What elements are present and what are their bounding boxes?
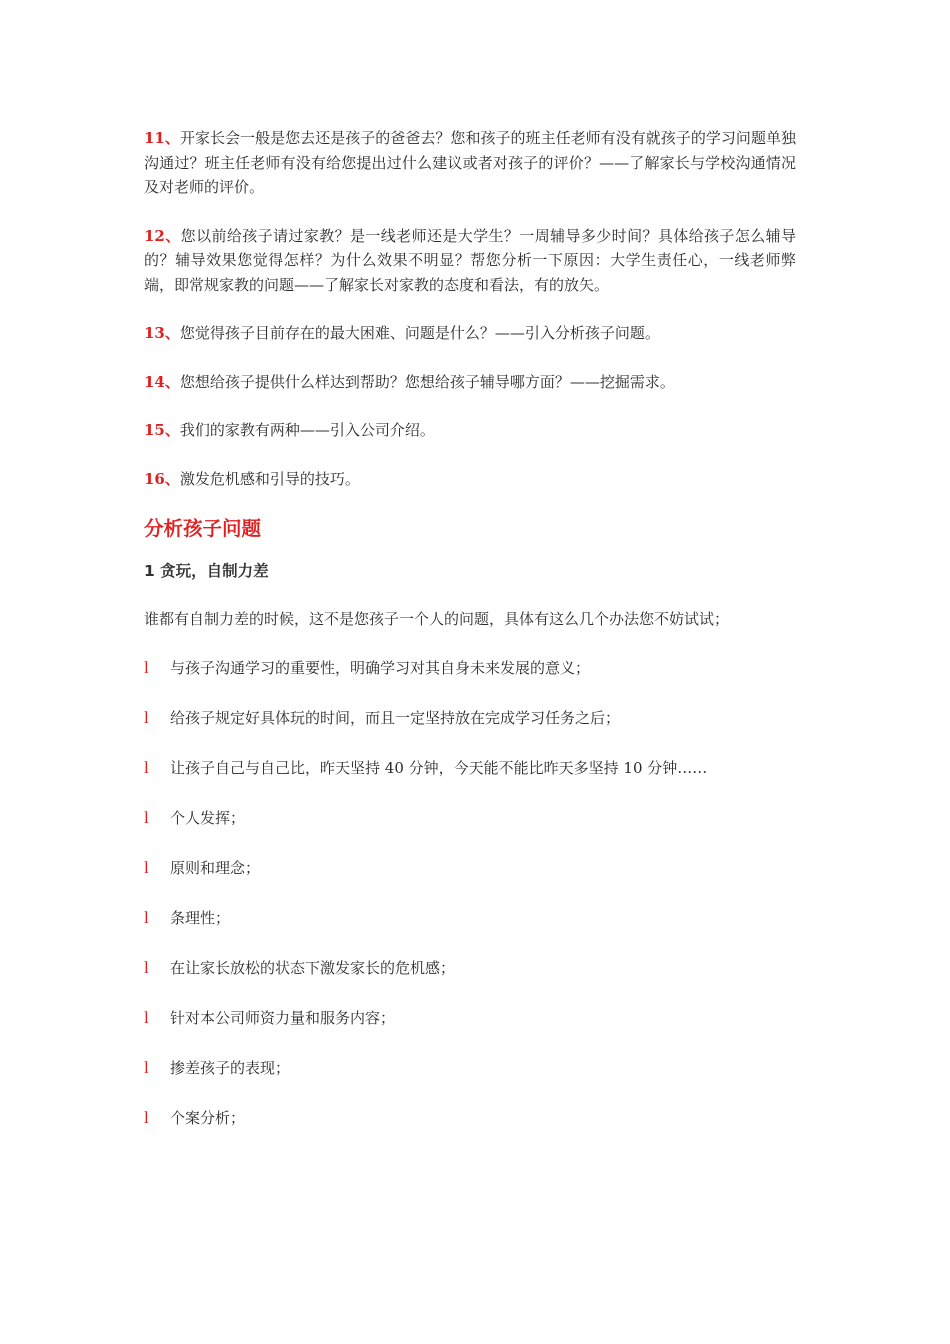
bullet-marker: l [144,857,149,877]
subheading: 1 贪玩，自制力差 [144,562,269,580]
question-text: 激发危机感和引导的技巧。 [179,469,360,488]
intro-paragraph: 谁都有自制力差的时候，这不是您孩子一个人的问题，具体有这么几个办法您不妨试试； [144,610,730,628]
bullet-marker: l [144,1107,149,1127]
question-text: 您觉得孩子目前存在的最大困难、问题是什么？——引入分析孩子问题。 [179,324,660,342]
bullet-text: 个案分析； [170,1108,246,1127]
bullet-marker: l [144,907,149,927]
question-list [144,126,796,491]
question-text: 您想给孩子提供什么样达到帮助？您想给孩子辅导哪方面？——挖掘需求。 [179,372,675,391]
bullet-text: 在让家长放松的状态下激发家长的危机感； [170,958,456,977]
question-number: 14、 [144,372,180,391]
question-number: 16、 [144,469,180,488]
bullet-item [144,806,796,830]
bullet-text: 让孩子自己与自己比，昨天坚持 40 分钟，今天能不能比昨天多坚持 10 分钟…… [170,758,708,777]
bullet-item [144,756,796,780]
question-number: 15、 [144,421,180,439]
bullet-marker: l [144,707,149,727]
question-item [144,321,796,346]
bullet-text: 掺差孩子的表现； [170,1058,291,1077]
question-number: 11、 [144,129,180,147]
bullet-item [144,656,796,680]
question-item [144,224,796,298]
question-text: 我们的家教有两种——引入公司介绍。 [179,421,435,439]
bullet-item [144,1056,796,1080]
question-item [144,126,796,200]
bullet-text: 条理性； [170,908,231,927]
question-item [144,418,796,443]
bullet-item [144,856,796,880]
bullet-text: 个人发挥； [170,808,246,827]
question-text: 开家长会一般是您去还是孩子的爸爸去？您和孩子的班主任老师有没有就孩子的学习问题单独沟通过？班主任老师有没有给您提出过什么建议或者对孩子的评价？——了解家长与学校沟通情况及对老师的评价。 [144,129,796,196]
bullet-marker: l [144,1007,149,1027]
bullet-text: 与孩子沟通学习的重要性，明确学习对其自身未来发展的意义； [170,658,591,677]
bullet-item [144,1006,796,1030]
question-text: 您以前给孩子请过家教？是一线老师还是大学生？一周辅导多少时间？具体给孩子怎么辅导的？辅导效果您觉得怎样？为什么效果不明显？帮您分析一下原因：大学生责任心，一线老师弊端，即常规家教的问题——了解家长对家教的态度和看法，有的放矢。 [144,226,796,294]
question-item [144,467,796,492]
bullet-text: 给孩子规定好具体玩的时间，而且一定坚持放在完成学习任务之后； [170,708,621,727]
bullet-text: 原则和理念； [170,858,261,877]
bullet-list [144,656,796,1130]
bullet-marker: l [144,807,149,827]
bullet-item [144,956,796,980]
document-page [144,126,796,1156]
bullet-marker: l [144,1057,149,1077]
section-title: 分析孩子问题 [144,517,262,540]
bullet-item [144,706,796,730]
bullet-marker: l [144,757,149,777]
question-item [144,370,796,395]
bullet-item [144,1106,796,1130]
question-number: 13、 [144,324,180,342]
bullet-marker: l [144,957,149,977]
bullet-marker: l [144,657,149,677]
question-number: 12、 [144,226,181,245]
bullet-text: 针对本公司师资力量和服务内容； [170,1008,396,1027]
bullet-item [144,906,796,930]
